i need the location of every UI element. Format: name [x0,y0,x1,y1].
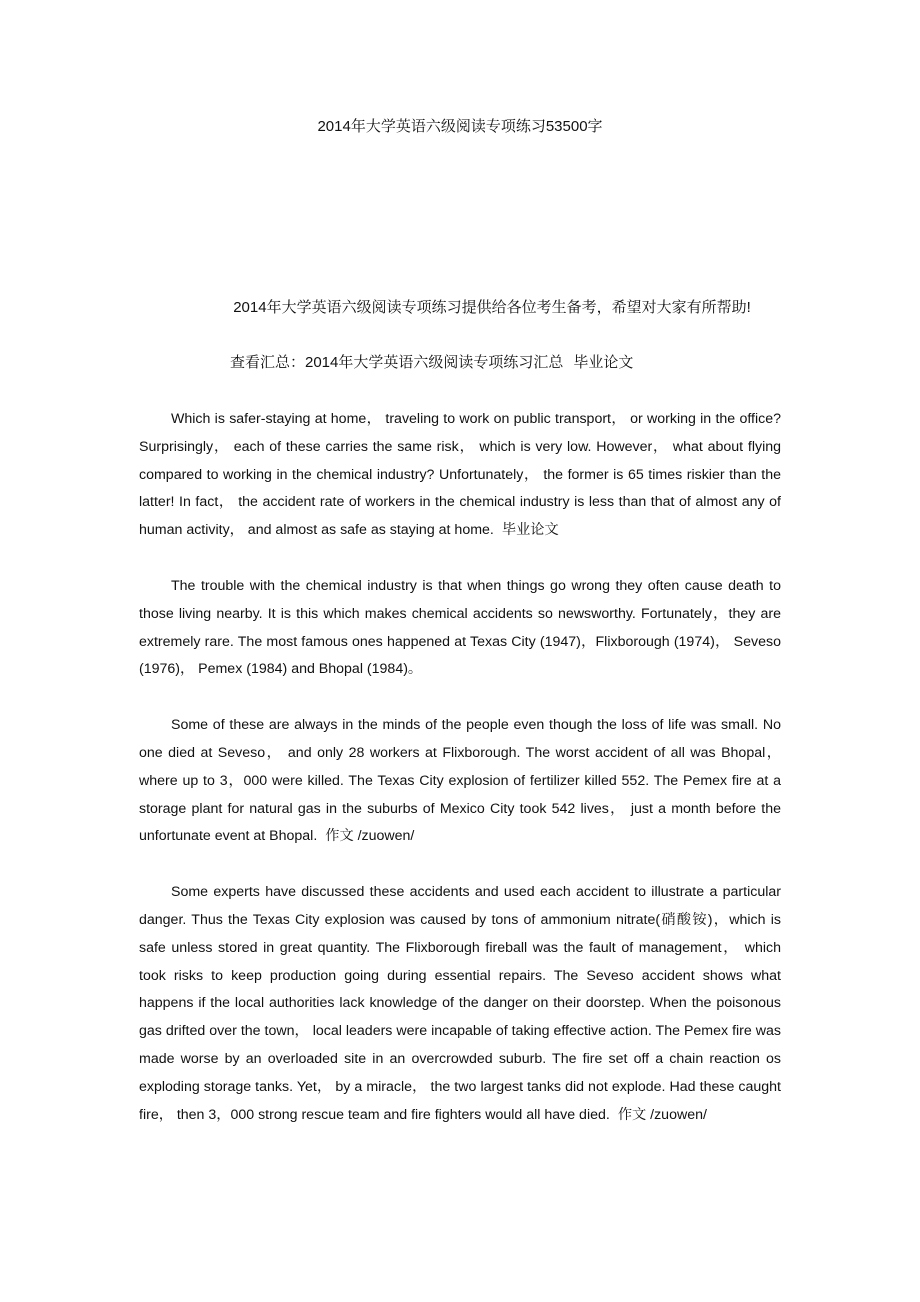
summary-tag: 毕业论文 [573,354,634,371]
paragraph-4-tag: 作文 /zuowen/ [617,1106,707,1123]
article-body [139,406,781,1157]
paragraph-3 [139,712,781,851]
paragraph-4-text: Some experts have discussed these accidents and used each accident to illustrate a particular danger. Thus the Texas City explosion was caused by tons of ammonium nitrate(硝酸铵)，which is safe unless stored in great quantity. The Flixborough fireball was the fault of management， which took risks to keep production going during essential repairs. The Seveso accident shows what happens if the local authorities lack knowledge of the danger on their doorstep. When the poisonous gas drifted over the town， local leaders were incapable of taking effective action. The Pemex fire was made worse by an overloaded site in an overcrowded suburb. The fire set off a chain reaction os exploding storage tanks. Yet， by a miracle， the two largest tanks did not explode. Had these caught fire， then 3，000 strong rescue team and fire fighters would all have died. [139,884,781,1123]
document-title: 2014年大学英语六级阅读专项练习53500字 [317,118,603,135]
paragraph-1-tag: 毕业论文 [501,522,559,539]
paragraph-4 [139,879,781,1129]
summary-line [230,352,643,374]
paragraph-2 [139,573,781,684]
paragraph-2-text: The trouble with the chemical industry is that when things go wrong they often cause death to those living nearby. It is this which makes chemical accidents so newsworthy. Fortunately，they are extremely rare. The most famous ones happened at Texas City (1947)，Flixborough (1974)， Seveso (1976)， Pemex (1984) and Bhopal (1984)。 [139,577,781,678]
paragraph-1-text: Which is safer-staying at home， traveling to work on public transport， or working in the office? Surprisingly， each of these carries the same risk， which is very low. However， what about flying compared to working in the chemical industry? Unfortunately， the former is 65 times riskier than the latter! In fact， the accident rate of workers in the chemical industry is less than that of almost any of human activity， and almost as safe as staying at home. [139,411,781,539]
intro-line: 2014年大学英语六级阅读专项练习提供给各位考生备考，希望对大家有所帮助! [233,299,751,316]
paragraph-3-text: Some of these are always in the minds of the people even though the loss of life was small. No one died at Seveso， and only 28 workers at Flixborough. The worst accident of all was Bhopal， where up to 3，000 were killed. The Texas City explosion of fertilizer killed 552. The Pemex fire at a storage plant for natural gas in the suburbs of Mexico City took 542 lives， just a month before the unfortunate event at Bhopal. [139,717,781,845]
summary-link[interactable]: 查看汇总：2014年大学英语六级阅读专项练习汇总 [230,354,564,371]
paragraph-3-tag: 作文 /zuowen/ [325,828,415,845]
paragraph-1 [139,406,781,545]
